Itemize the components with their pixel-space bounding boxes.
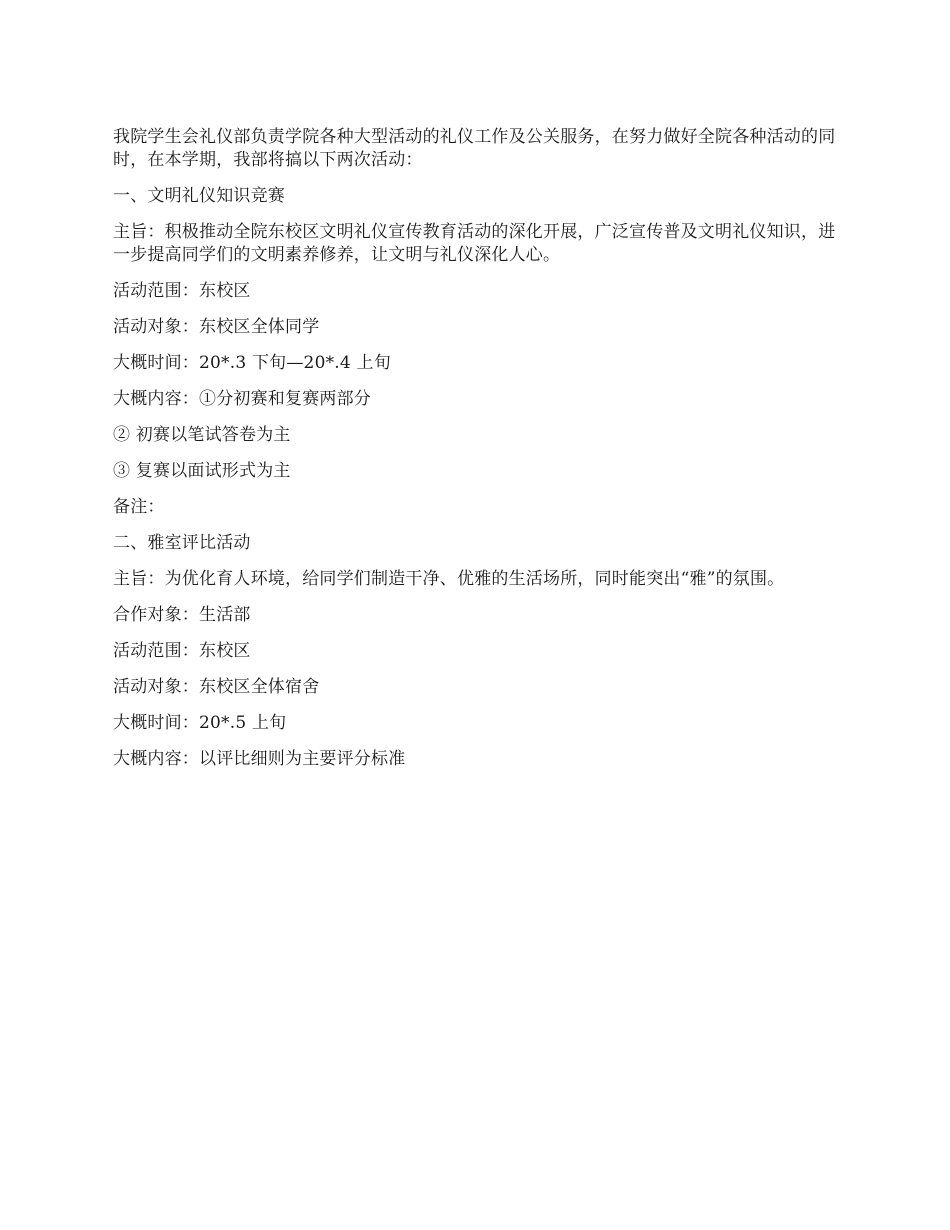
dorm-time: 大概时间：20*.5 上旬: [113, 713, 287, 733]
contest-notes: 备注：: [113, 497, 165, 517]
contest-target: 活动对象：东校区全体同学: [113, 317, 320, 337]
section-heading-etiquette-contest: 一、文明礼仪知识竞赛: [113, 186, 285, 206]
dorm-partner: 合作对象：生活部: [113, 605, 251, 625]
contest-content: 大概内容：①分初赛和复赛两部分: [113, 389, 371, 409]
dorm-purpose: 主旨：为优化育人环境，给同学们制造干净、优雅的生活场所，同时能突出“雅”的氛围。: [113, 569, 785, 589]
contest-final: ③ 复赛以面试形式为主: [113, 461, 291, 481]
intro-paragraph: 我院学生会礼仪部负责学院各种大型活动的礼仪工作及公关服务，在努力做好全院各种活动的同时，在本学期，我部将搞以下两次活动：: [113, 127, 836, 170]
contest-scope: 活动范围：东校区: [113, 281, 251, 301]
contest-preliminary: ② 初赛以笔试答卷为主: [113, 425, 291, 445]
section-heading-dorm-contest: 二、雅室评比活动: [113, 533, 251, 553]
dorm-scope: 活动范围：东校区: [113, 641, 251, 661]
dorm-target: 活动对象：东校区全体宿舍: [113, 677, 320, 697]
contest-time: 大概时间：20*.3 下旬—20*.4 上旬: [113, 353, 391, 373]
dorm-content: 大概内容：以评比细则为主要评分标准: [113, 749, 406, 769]
document-body: [113, 126, 841, 784]
contest-purpose: 主旨：积极推动全院东校区文明礼仪宣传教育活动的深化开展，广泛宣传普及文明礼仪知识，进一步提高同学们的文明素养修养，让文明与礼仪深化人心。: [113, 222, 836, 265]
